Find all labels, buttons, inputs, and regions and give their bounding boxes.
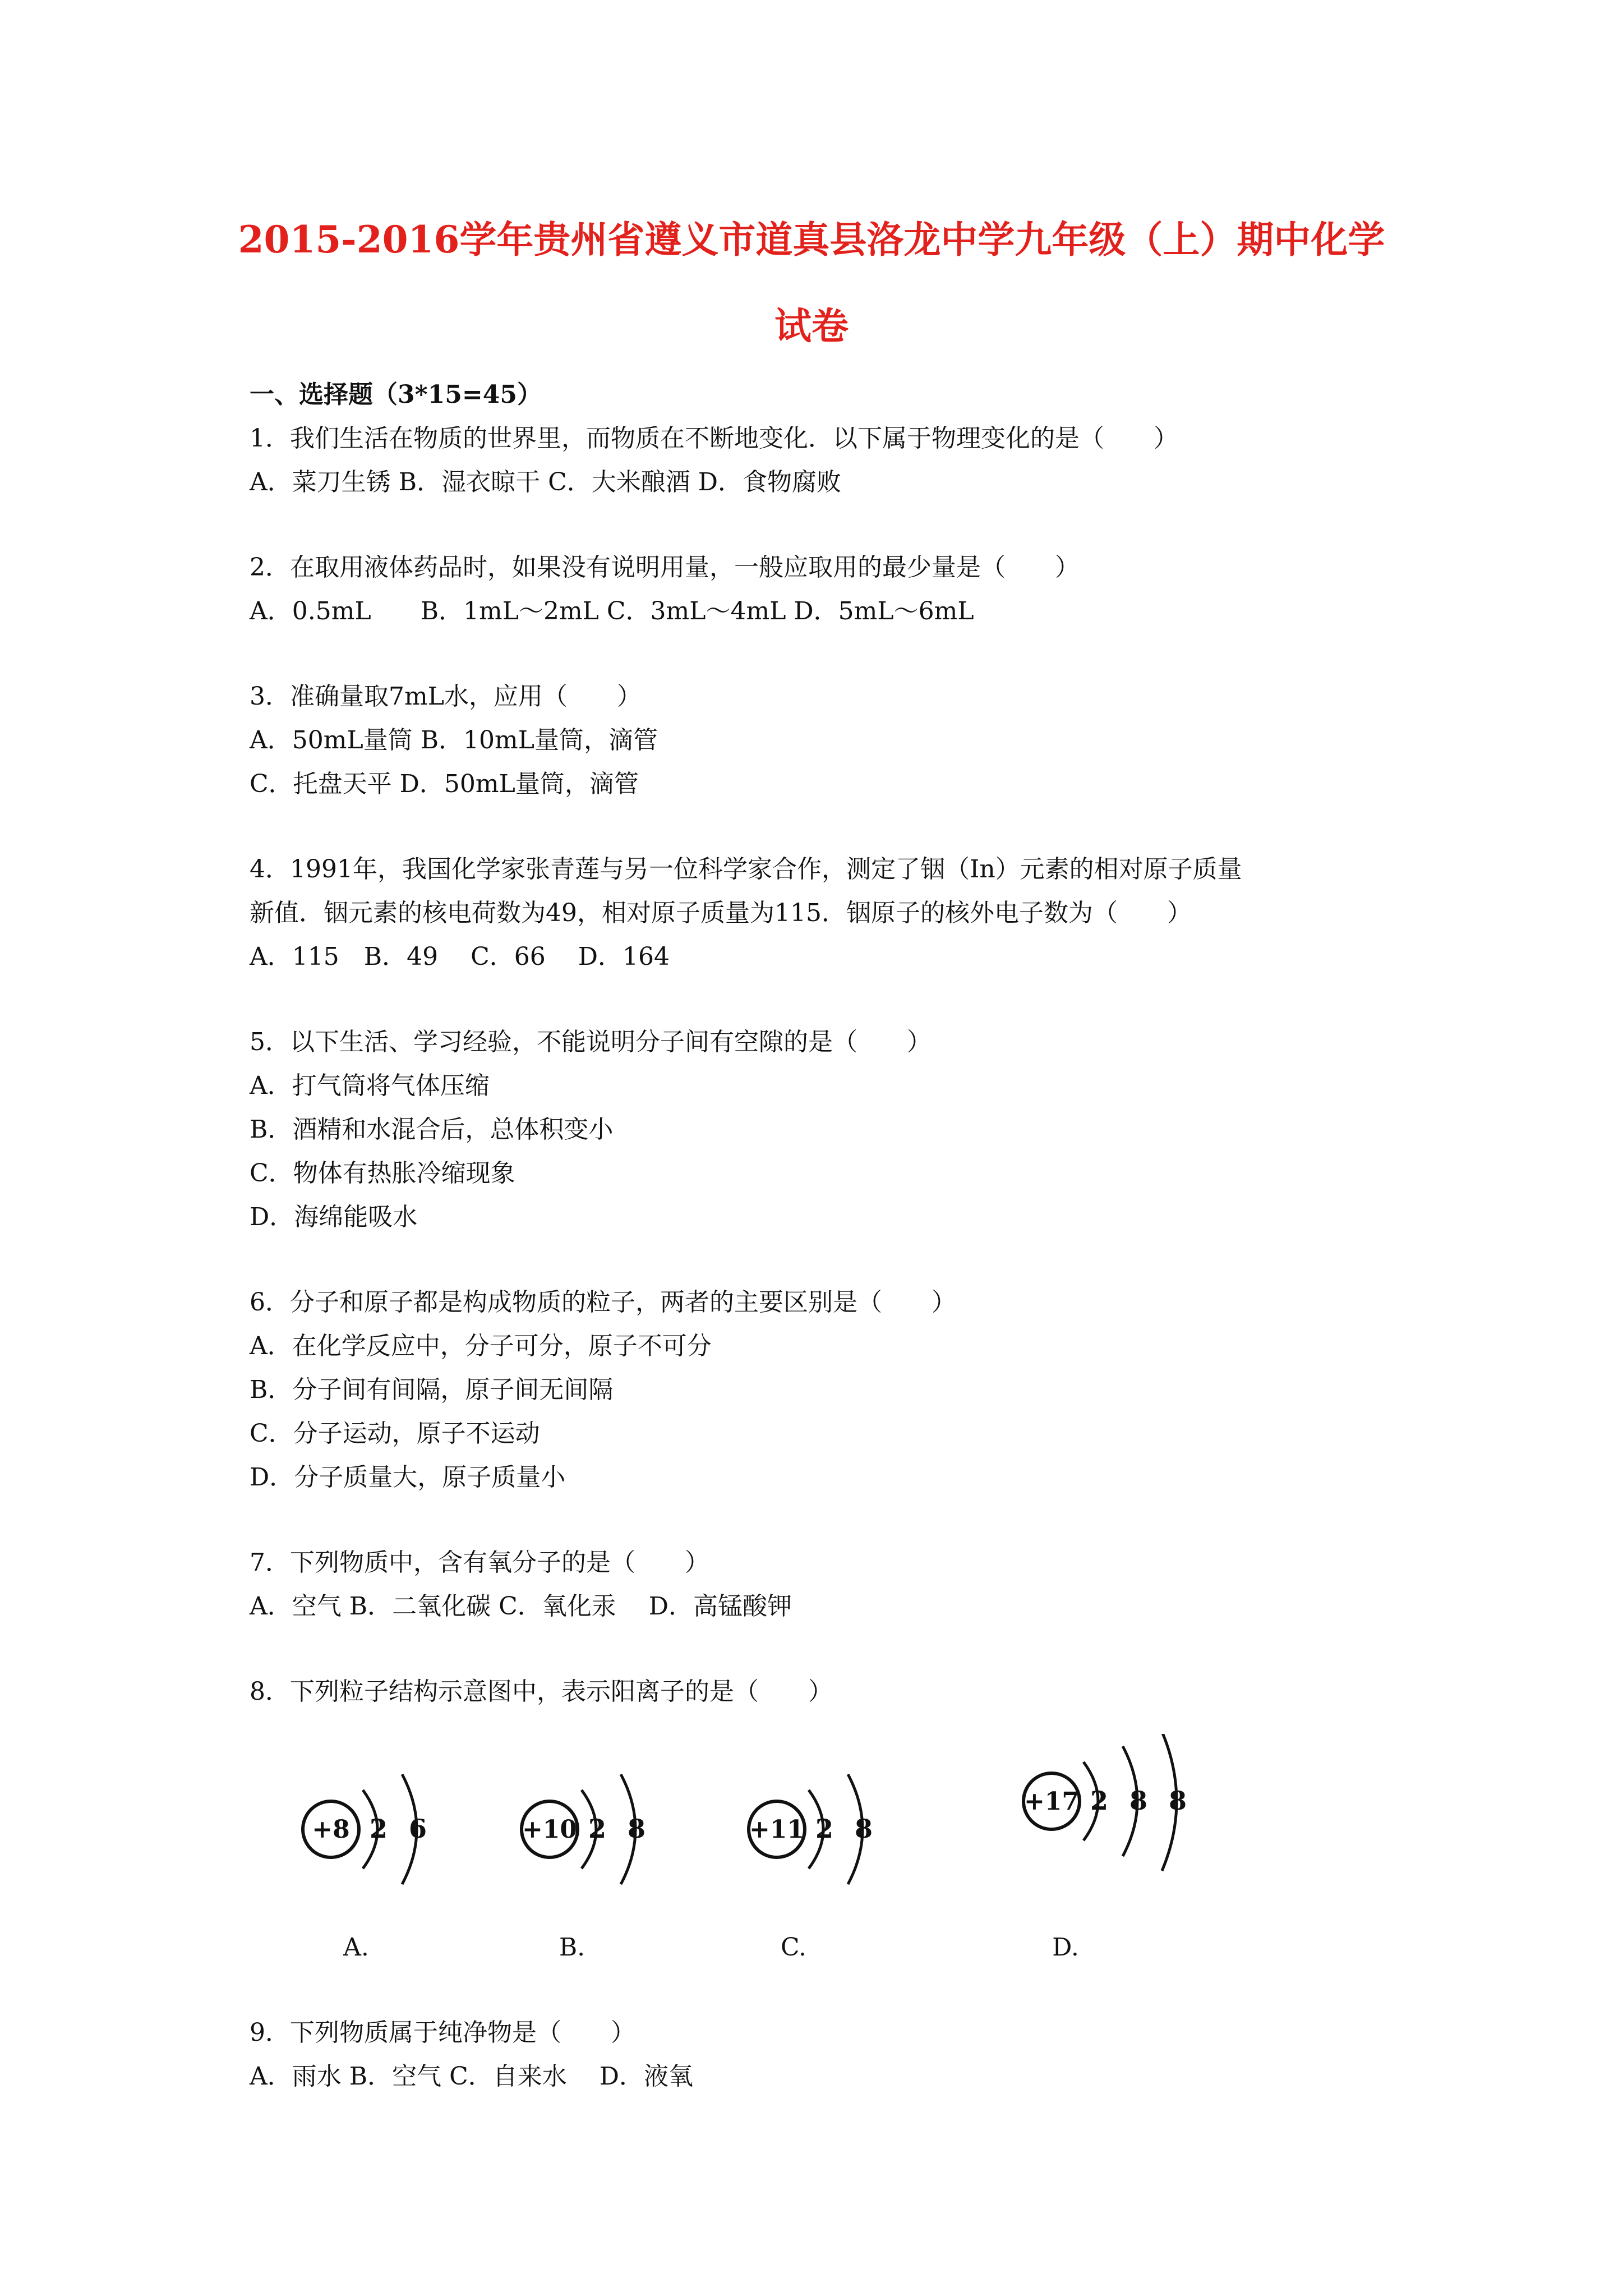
question-6-option-a: A．在化学反应中，分子可分，原子不可分 xyxy=(250,1332,712,1360)
question-5-option-c: C．物体有热胀冷缩现象 xyxy=(250,1159,515,1188)
question-7-stem: 7．下列物质中，含有氧分子的是（ ） xyxy=(250,1548,709,1577)
question-1-options: A．菜刀生锈 B．湿衣晾干 C．大米酿酒 D．食物腐败 xyxy=(250,468,842,496)
question-6-stem: 6．分子和原子都是构成物质的粒子，两者的主要区别是（ ） xyxy=(250,1288,956,1317)
shell-electron-count: 8 xyxy=(1129,1786,1148,1816)
question-8 xyxy=(250,1670,1405,1970)
question-5-option-a: A．打气筒将气体压缩 xyxy=(250,1071,490,1100)
question-2 xyxy=(250,546,1405,633)
question-5-stem: 5．以下生活、学习经验，不能说明分子间有空隙的是（ ） xyxy=(250,1028,932,1056)
question-1 xyxy=(250,417,1405,504)
question-4-stem-line-2: 新值．铟元素的核电荷数为49，相对原子质量为115．铟原子的核外电子数为（ ） xyxy=(250,899,1192,927)
diagram-option-label: B. xyxy=(559,1933,585,1962)
question-6-option-d: D．分子质量大，原子质量小 xyxy=(250,1463,566,1492)
atom-diagram-a xyxy=(303,1774,427,1962)
shell-electron-count: 8 xyxy=(1168,1786,1187,1816)
question-9-options: A．雨水 B．空气 C．自来水 D．液氧 xyxy=(250,2062,694,2091)
shell-electron-count: 2 xyxy=(1090,1786,1109,1816)
question-5 xyxy=(250,1020,1405,1239)
exam-content xyxy=(250,373,1405,2099)
shell-electron-count: 8 xyxy=(627,1814,646,1844)
question-3 xyxy=(250,675,1405,806)
question-7 xyxy=(250,1541,1405,1628)
question-5-option-d: D．海绵能吸水 xyxy=(250,1203,418,1231)
question-6 xyxy=(250,1281,1405,1499)
question-7-options: A．空气 B．二氧化碳 C．氧化汞 D．高锰酸钾 xyxy=(250,1592,792,1621)
question-2-options: A．0.5mL B．1mL～2mL C．3mL～4mL D．5mL～6mL xyxy=(250,597,974,625)
shell-electron-count: 2 xyxy=(588,1814,607,1844)
question-4-options: A．115 B．49 C．66 D．164 xyxy=(250,942,670,971)
question-9-stem: 9．下列物质属于纯净物是（ ） xyxy=(250,2018,635,2047)
nucleus-charge: +8 xyxy=(312,1815,350,1844)
question-4-stem-line-1: 4．1991年，我国化学家张青莲与另一位科学家合作，测定了铟（In）元素的相对原子质量 xyxy=(250,855,1242,884)
question-6-option-c: C．分子运动，原子不运动 xyxy=(250,1419,540,1448)
question-2-stem: 2．在取用液体药品时，如果没有说明用量，一般应取用的最少量是（ ） xyxy=(250,553,1080,582)
atom-diagram-b xyxy=(522,1774,645,1962)
atom-diagram-d xyxy=(1023,1734,1187,1962)
diagram-option-label: C. xyxy=(780,1933,807,1962)
diagram-option-label: D. xyxy=(1052,1933,1079,1962)
exam-title-line-2: 试卷 xyxy=(774,304,849,348)
shell-electron-count: 2 xyxy=(369,1814,388,1844)
nucleus-charge: +11 xyxy=(749,1815,805,1844)
shell-electron-count: 6 xyxy=(408,1814,427,1844)
exam-title-line-1: 2015-2016学年贵州省遵义市道真县洛龙中学九年级（上）期中化学 xyxy=(238,218,1385,261)
nucleus-charge: +17 xyxy=(1023,1787,1080,1816)
question-3-options-line-2: C．托盘天平 D．50mL量筒，滴管 xyxy=(250,770,639,798)
question-1-stem: 1．我们生活在物质的世界里，而物质在不断地变化．以下属于物理变化的是（ ） xyxy=(250,424,1178,453)
section-heading: 一、选择题（3*15=45） xyxy=(250,380,542,409)
question-3-stem: 3．准确量取7mL水，应用（ ） xyxy=(250,682,642,711)
question-5-option-b: B．酒精和水混合后，总体积变小 xyxy=(250,1115,614,1144)
question-6-option-b: B．分子间有间隔，原子间无间隔 xyxy=(250,1375,614,1404)
diagram-option-label: A. xyxy=(343,1933,369,1962)
nucleus-charge: +10 xyxy=(522,1815,578,1844)
atom-diagram-c xyxy=(749,1774,873,1962)
question-4 xyxy=(250,848,1405,979)
shell-electron-count: 2 xyxy=(815,1814,834,1844)
question-8-stem: 8．下列粒子结构示意图中，表示阳离子的是（ ） xyxy=(250,1677,833,1706)
question-9 xyxy=(250,2011,1405,2099)
particle-structure-diagrams xyxy=(250,1734,1203,1970)
question-3-options-line-1: A．50mL量筒 B．10mL量筒，滴管 xyxy=(250,726,658,754)
shell-electron-count: 8 xyxy=(854,1814,873,1844)
